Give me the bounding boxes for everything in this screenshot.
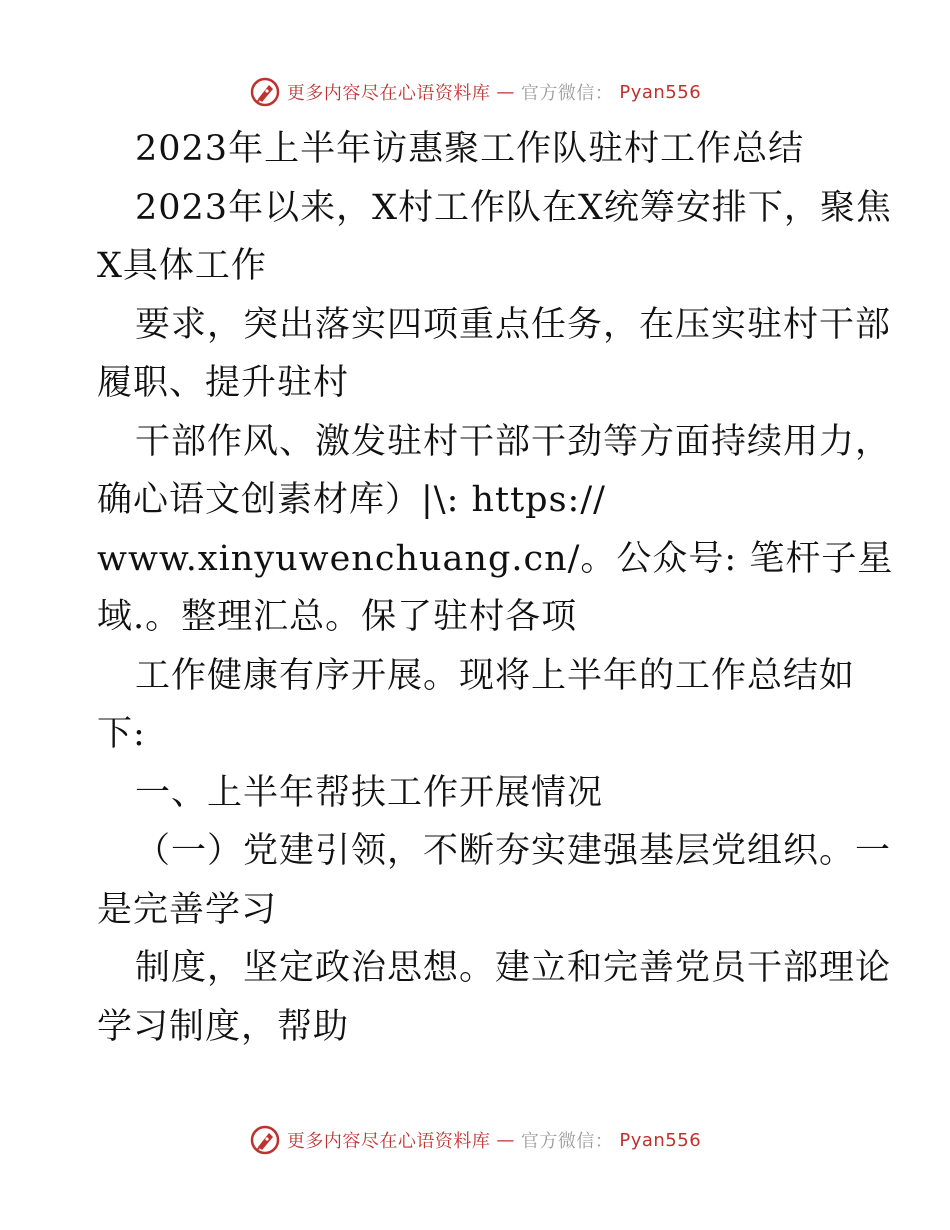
section-heading: 一、上半年帮扶工作开展情况 <box>135 772 604 813</box>
banner-separator: — <box>496 81 515 103</box>
text-line: 学习制度，帮助 <box>97 1006 350 1047</box>
text-line: 是完善学习 <box>97 889 278 930</box>
subsection-heading: （一）党建引领，不断夯实建强基层党组织。一 <box>135 831 892 871</box>
text-line: 工作健康有序开展。现将上半年的工作总结如 <box>135 655 856 696</box>
pen-nib-logo-icon <box>249 76 281 108</box>
header-banner <box>0 72 950 112</box>
footer-banner <box>0 1120 950 1160</box>
banner-separator: — <box>496 1129 515 1151</box>
text-line: X具体工作 <box>97 246 267 286</box>
banner-wechat-label: 官方微信： <box>520 1131 614 1152</box>
pen-nib-logo-icon <box>249 1124 281 1156</box>
text-line: 履职、提升驻村 <box>97 363 350 403</box>
banner-brand-text: 更多内容尽在心语资料库 <box>286 1131 491 1152</box>
banner-wechat-label: 官方微信： <box>520 83 614 104</box>
text-line: www.xinyuwenchuang.cn/。公众号: 笔杆子星 <box>97 538 894 579</box>
text-line: 要求，突出落实四项重点任务，在压实驻村干部 <box>135 304 892 345</box>
document-body <box>97 120 894 1056</box>
text-line: 下: <box>97 714 146 754</box>
document-title: 2023年上半年访惠聚工作队驻村工作总结 <box>135 129 805 169</box>
text-line: 干部作风、激发驻村干部干劲等方面持续用力， <box>135 421 892 462</box>
text-line: 2023年以来，X村工作队在X统筹安排下，聚焦 <box>135 187 892 228</box>
text-line: 制度，坚定政治思想。建立和完善党员干部理论 <box>135 948 892 988</box>
text-line: 确心语文创素材库）|\: https:// <box>97 480 606 520</box>
text-line: 域.。整理汇总。保了驻村各项 <box>97 597 578 637</box>
banner-brand-text: 更多内容尽在心语资料库 <box>286 83 491 104</box>
banner-wechat-account: Pyan556 <box>619 81 702 103</box>
banner-wechat-account: Pyan556 <box>619 1129 702 1151</box>
